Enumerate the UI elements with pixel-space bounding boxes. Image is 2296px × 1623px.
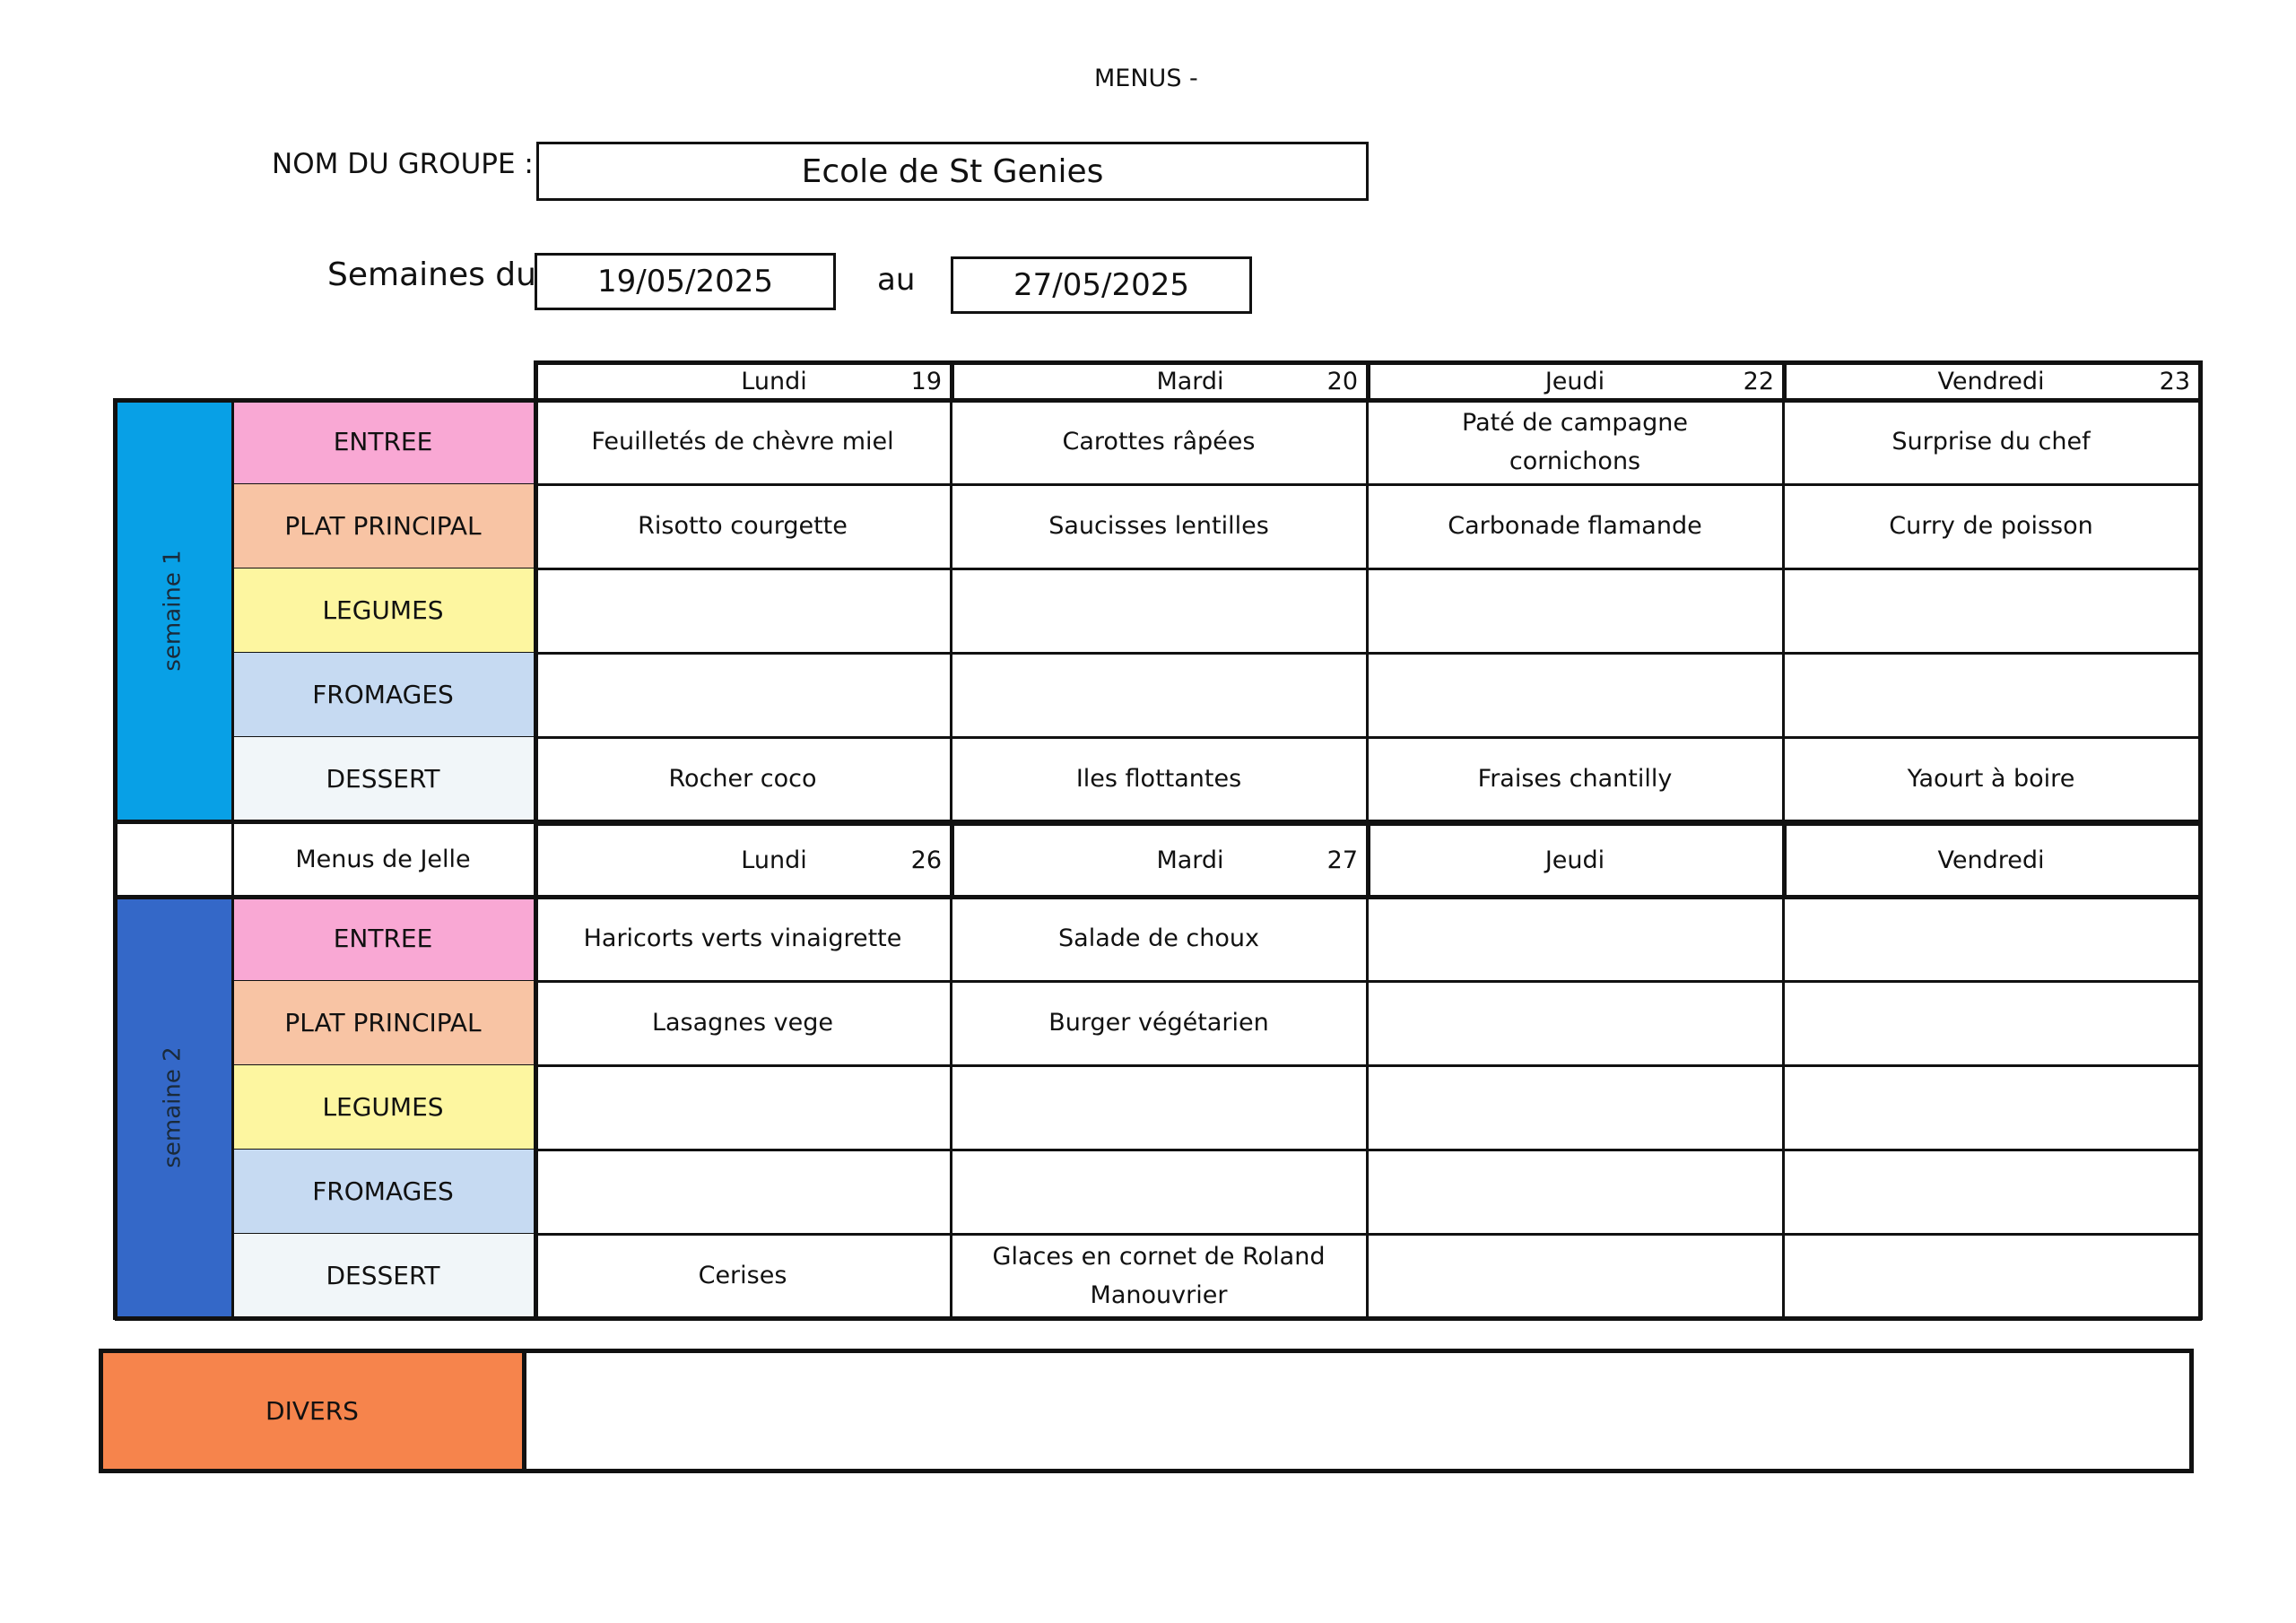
week1-day-num-4: 23	[2159, 367, 2190, 395]
week1-row-label-entree: ENTREE	[231, 400, 535, 484]
week1-cell-fromages-day1[interactable]	[535, 653, 951, 737]
week2-cell-legumes-day3[interactable]	[1367, 1065, 1783, 1150]
week1-head-col-line	[2198, 360, 2203, 402]
week1-left-line	[113, 398, 117, 823]
week1-col-line	[950, 398, 952, 823]
divers-border-right	[2189, 1349, 2194, 1473]
week1-cell-fromages-day3[interactable]	[1367, 653, 1783, 737]
week1-col-line	[1782, 398, 1785, 823]
week2-cell-entree-day3[interactable]	[1367, 897, 1783, 981]
group-name-field[interactable]: Ecole de St Genies	[536, 142, 1369, 201]
week2-cell-legumes-day1[interactable]	[535, 1065, 951, 1150]
week1-cell-dessert-day2[interactable]: Iles flottantes	[1075, 765, 1242, 794]
date-to-field[interactable]: 27/05/2025	[951, 256, 1252, 314]
week1-row-label-legumes: LEGUMES	[231, 568, 535, 653]
week2-day-name-4: Vendredi	[1937, 846, 2045, 874]
week2-header-label: Menus de Jelle	[295, 846, 471, 874]
week2-cell-dessert-day4[interactable]	[1783, 1234, 2199, 1318]
week1-cell-dessert-day4[interactable]: Yaourt à boire	[1907, 765, 2075, 794]
divers-field[interactable]	[524, 1350, 2192, 1471]
week2-row-label-plat-principal: PLAT PRINCIPAL	[231, 981, 535, 1065]
week1-day-num-2: 20	[1326, 367, 1358, 395]
week2-head-col-line	[2198, 821, 2203, 898]
week1-row-label-fromages: FROMAGES	[231, 653, 535, 737]
week1-col-line	[2198, 398, 2203, 823]
week2-row-label-fromages: FROMAGES	[231, 1150, 535, 1234]
week1-day-name-3: Jeudi	[1544, 367, 1605, 395]
week2-day-name-2: Mardi	[1156, 846, 1224, 874]
week1-band	[115, 400, 231, 821]
week1-cell-plat-principal-day2[interactable]: Saucisses lentilles	[1048, 512, 1269, 541]
week2-head-left	[113, 823, 117, 897]
week1-col-line	[534, 398, 538, 823]
week2-day-num-3	[1702, 823, 1774, 897]
week2-cell-entree-day4[interactable]	[1783, 897, 2199, 981]
week1-band-label: semaine 1	[160, 550, 187, 672]
week2-band-line	[231, 897, 234, 1318]
week2-cell-plat-principal-day4[interactable]	[1783, 981, 2199, 1065]
divers-label: DIVERS	[100, 1350, 524, 1471]
week2-cell-dessert-day2[interactable]: Glaces en cornet de Roland Manouvrier	[992, 1242, 1326, 1309]
week2-cell-entree-day2[interactable]: Salade de choux	[1058, 924, 1259, 953]
week2-col-line	[950, 895, 952, 1320]
week1-head-col-line	[534, 360, 538, 402]
weeks-label: Semaines du	[327, 256, 536, 293]
week2-col-line	[2198, 895, 2203, 1320]
week2-cell-entree-day1[interactable]: Haricorts verts vinaigrette	[583, 924, 902, 953]
week2-head-col-line	[950, 821, 954, 898]
week1-day-num-1: 19	[910, 367, 942, 395]
week2-cell-plat-principal-day2[interactable]: Burger végétarien	[1048, 1009, 1269, 1037]
week1-cell-legumes-day1[interactable]	[535, 568, 951, 653]
week1-row-label-plat-principal: PLAT PRINCIPAL	[231, 484, 535, 568]
week2-band	[115, 897, 231, 1318]
week2-day-name-3: Jeudi	[1544, 846, 1605, 874]
group-name-label: NOM DU GROUPE :	[272, 148, 534, 180]
week2-day-num-1: 26	[910, 846, 942, 874]
week2-cell-plat-principal-day1[interactable]: Lasagnes vege	[651, 1009, 834, 1037]
week2-cell-fromages-day1[interactable]	[535, 1150, 951, 1234]
week2-cell-dessert-day3[interactable]	[1367, 1234, 1783, 1318]
week2-col-line	[1782, 895, 1785, 1320]
week2-cell-dessert-day1[interactable]: Cerises	[698, 1262, 787, 1290]
week1-cell-dessert-day1[interactable]: Rocher coco	[668, 765, 817, 794]
week1-cell-entree-day1[interactable]: Feuilletés de chèvre miel	[591, 428, 894, 456]
week1-cell-fromages-day4[interactable]	[1783, 653, 2199, 737]
date-to-label: au	[877, 262, 916, 298]
week2-cell-legumes-day2[interactable]	[951, 1065, 1367, 1150]
week2-left-line	[113, 895, 117, 1320]
week2-cell-legumes-day4[interactable]	[1783, 1065, 2199, 1150]
week2-head-col-line	[534, 821, 538, 898]
week2-row-label-legumes: LEGUMES	[231, 1065, 535, 1150]
week1-cell-legumes-day2[interactable]	[951, 568, 1367, 653]
week2-head-col-line	[1782, 821, 1787, 898]
week2-cell-fromages-day4[interactable]	[1783, 1150, 2199, 1234]
divers-border-left	[99, 1349, 103, 1473]
week2-head-band	[231, 823, 234, 897]
date-from-field[interactable]: 19/05/2025	[535, 253, 836, 310]
week2-cell-plat-principal-day3[interactable]	[1367, 981, 1783, 1065]
week2-day-name-1: Lundi	[741, 846, 807, 874]
week1-row-label-dessert: DESSERT	[231, 737, 535, 821]
week2-col-line	[534, 895, 538, 1320]
week2-bottom-line	[115, 1316, 2202, 1321]
week1-cell-legumes-day3[interactable]	[1367, 568, 1783, 653]
week1-band-line	[231, 400, 234, 821]
divers-border-top	[99, 1349, 2194, 1353]
week2-cell-fromages-day3[interactable]	[1367, 1150, 1783, 1234]
week1-cell-legumes-day4[interactable]	[1783, 568, 2199, 653]
week1-cell-fromages-day2[interactable]	[951, 653, 1367, 737]
divers-border-bottom	[99, 1469, 2194, 1473]
week2-row-label-entree: ENTREE	[231, 897, 535, 981]
divers-border-mid	[522, 1349, 526, 1473]
week2-band-label: semaine 2	[160, 1046, 187, 1168]
week2-day-num-2: 27	[1326, 846, 1358, 874]
week1-head-col-line	[950, 360, 954, 402]
week1-day-num-3: 22	[1743, 367, 1774, 395]
week1-col-line	[1366, 398, 1369, 823]
week2-top-line	[115, 895, 2202, 899]
week1-cell-entree-day4[interactable]: Surprise du chef	[1892, 428, 2091, 456]
week1-cell-dessert-day3[interactable]: Fraises chantilly	[1477, 765, 1673, 794]
week1-head-col-line	[1366, 360, 1370, 402]
week1-top-line	[115, 398, 2202, 403]
week2-head-col-line	[1366, 821, 1370, 898]
week2-day-num-4	[2118, 823, 2190, 897]
week1-cell-plat-principal-day4[interactable]: Curry de poisson	[1889, 512, 2093, 541]
week2-row-label-dessert: DESSERT	[231, 1234, 535, 1318]
week1-cell-entree-day3[interactable]: Paté de campagne cornichons	[1462, 408, 1688, 475]
week1-cell-entree-day2[interactable]: Carottes râpées	[1062, 428, 1256, 456]
week2-cell-fromages-day2[interactable]	[951, 1150, 1367, 1234]
week1-day-name-4: Vendredi	[1937, 367, 2045, 395]
week1-head-col-line	[1782, 360, 1787, 402]
page-title: MENUS -	[1094, 65, 1198, 92]
week1-day-name-1: Lundi	[741, 367, 807, 395]
week1-day-name-2: Mardi	[1156, 367, 1224, 395]
week2-col-line	[1366, 895, 1369, 1320]
week1-cell-plat-principal-day1[interactable]: Risotto courgette	[638, 512, 848, 541]
week1-cell-plat-principal-day3[interactable]: Carbonade flamande	[1448, 512, 1702, 541]
